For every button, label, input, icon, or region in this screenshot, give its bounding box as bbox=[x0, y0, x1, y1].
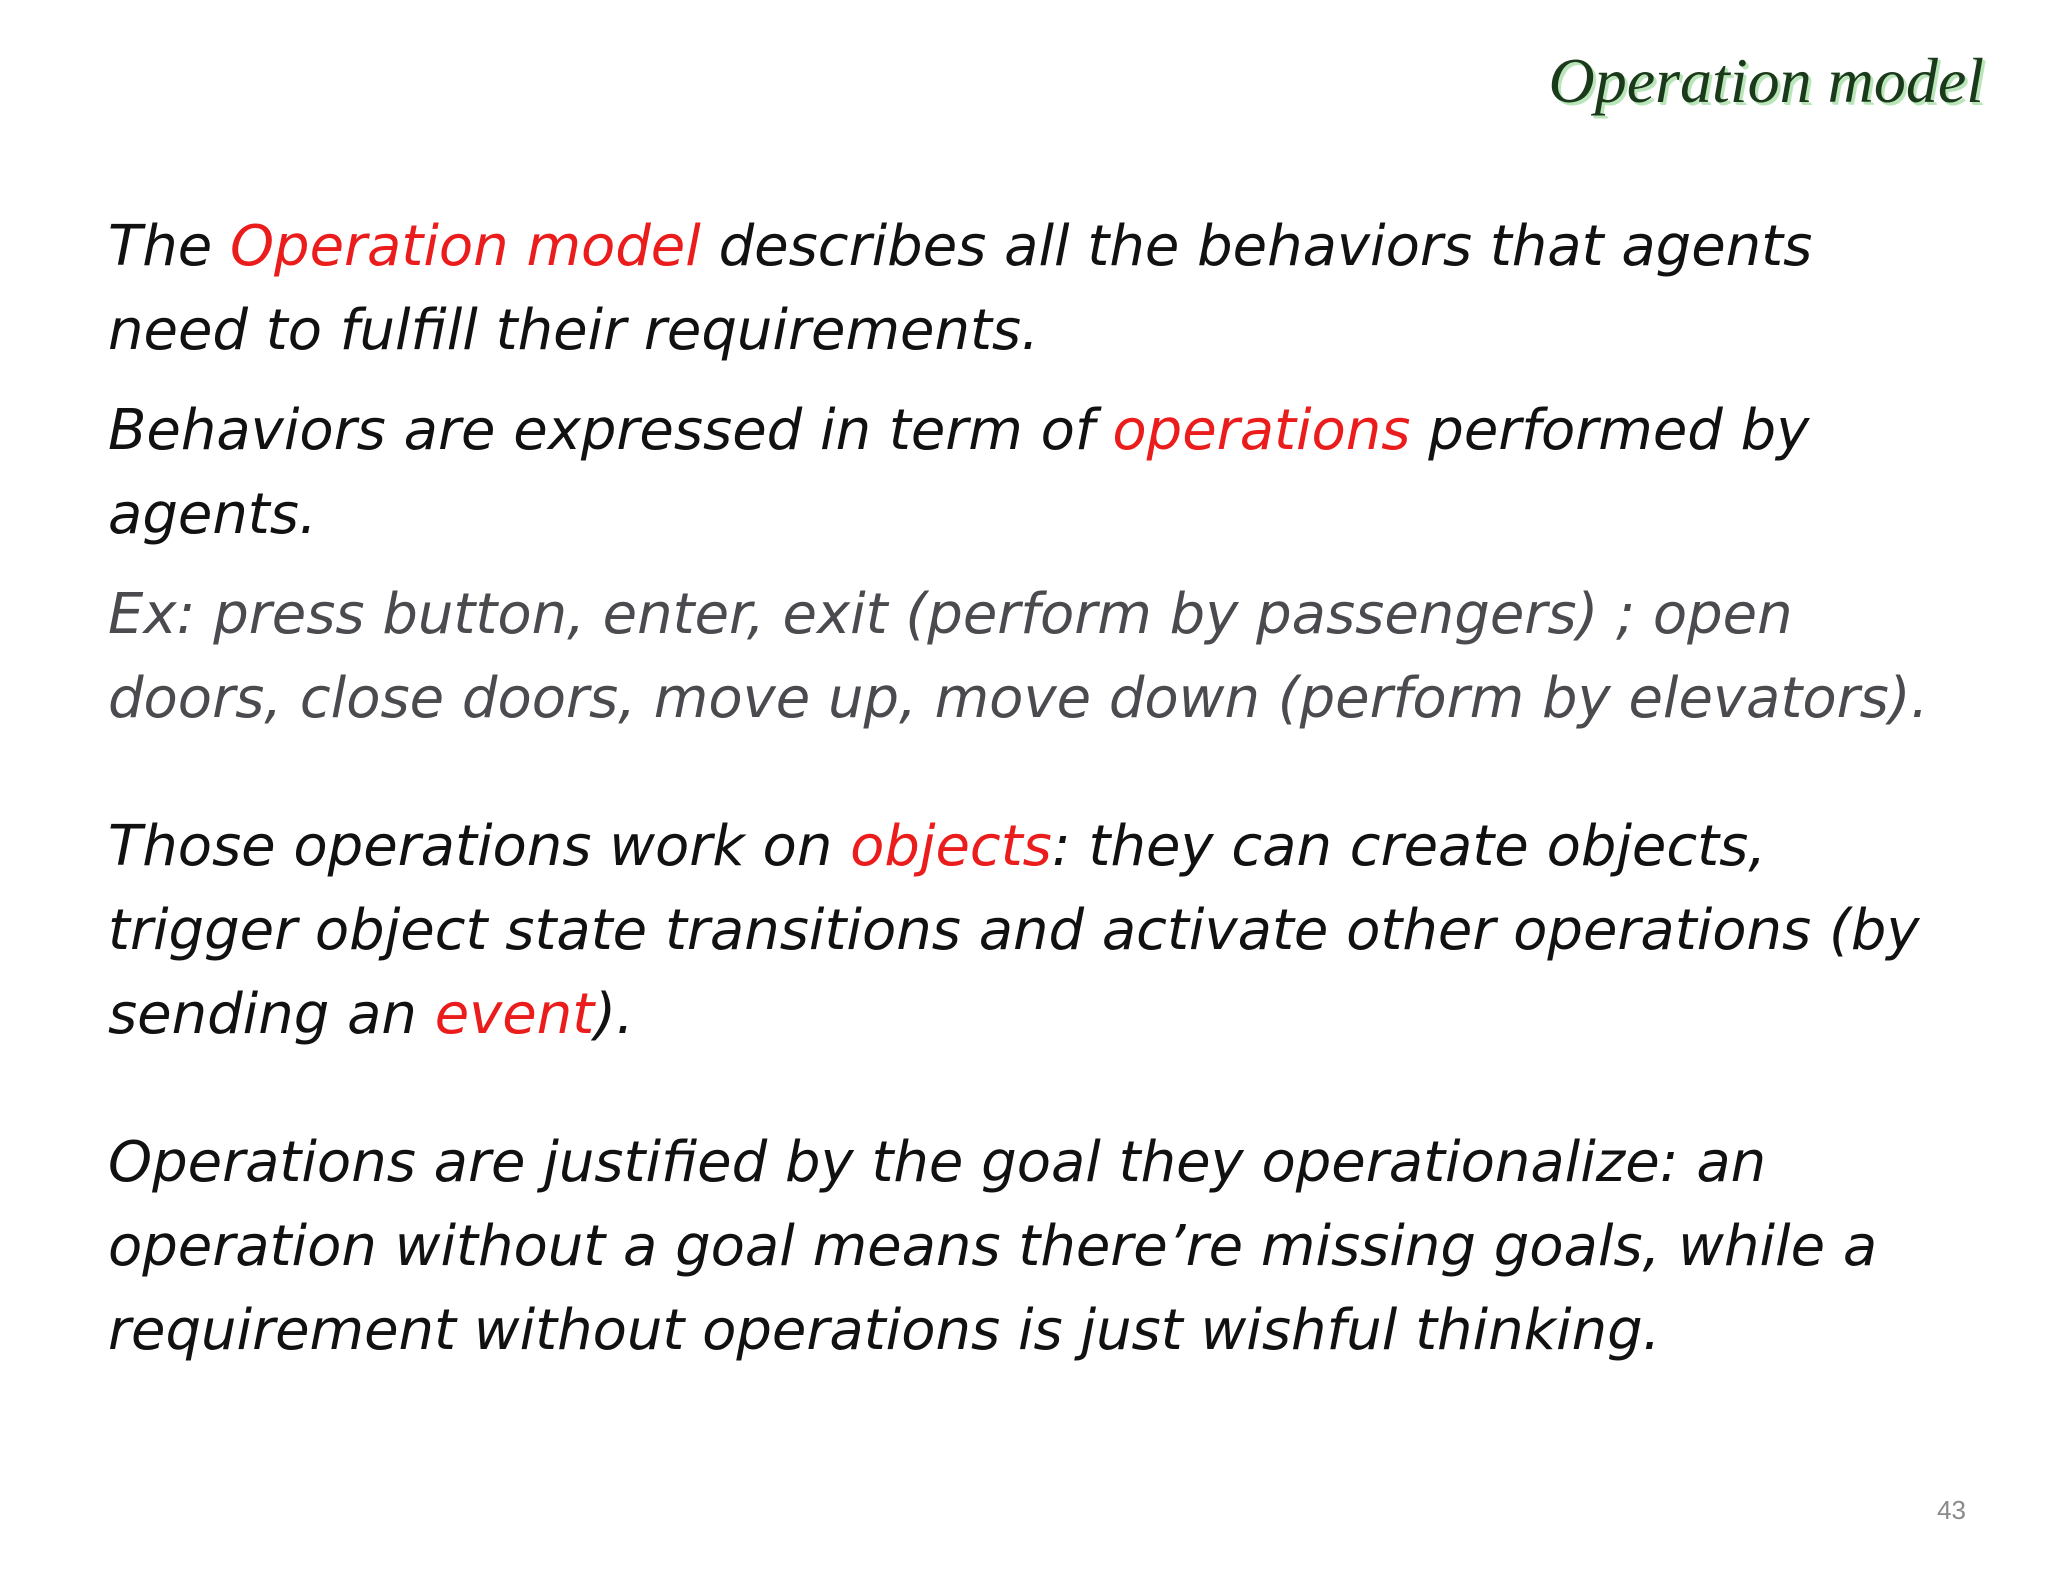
slide-title: Operation model bbox=[1548, 45, 1984, 116]
paragraph-justification bbox=[108, 1121, 1958, 1373]
paragraph-text: performed by agents. bbox=[108, 398, 1810, 547]
slide-body bbox=[108, 205, 1958, 1373]
paragraph-text: ). bbox=[594, 982, 634, 1047]
paragraph-text: describes all the behaviors that agents need to fulfill their requirements. bbox=[108, 214, 1813, 363]
paragraph-text: Behaviors are expressed in term of bbox=[108, 398, 1113, 463]
highlight-term: event bbox=[434, 982, 595, 1047]
paragraph-example bbox=[108, 573, 1958, 741]
example-text: Ex: press button, enter, exit (perform by passengers) ; open doors, close doors, move up, move down (perform by elevators). bbox=[108, 582, 1929, 731]
paragraph-text: The bbox=[108, 214, 230, 279]
paragraph-text: Those operations work on bbox=[108, 814, 851, 879]
page-number: 43 bbox=[1937, 1495, 1966, 1525]
highlight-term: operations bbox=[1112, 398, 1411, 463]
paragraph-text: Operations are justified by the goal they operationalize: an operation without a goal means there’re missing goals, while a requirement without operations is just wishful thinking. bbox=[108, 1130, 1878, 1363]
paragraph-operation-model bbox=[108, 205, 1958, 373]
highlight-term: objects bbox=[850, 814, 1052, 879]
paragraph-objects bbox=[108, 805, 1958, 1057]
paragraph-text: : they can create objects, trigger object state transitions and activate other operations (by sending an bbox=[108, 814, 1920, 1047]
highlight-term: Operation model bbox=[229, 214, 701, 279]
paragraph-behaviors bbox=[108, 389, 1958, 557]
